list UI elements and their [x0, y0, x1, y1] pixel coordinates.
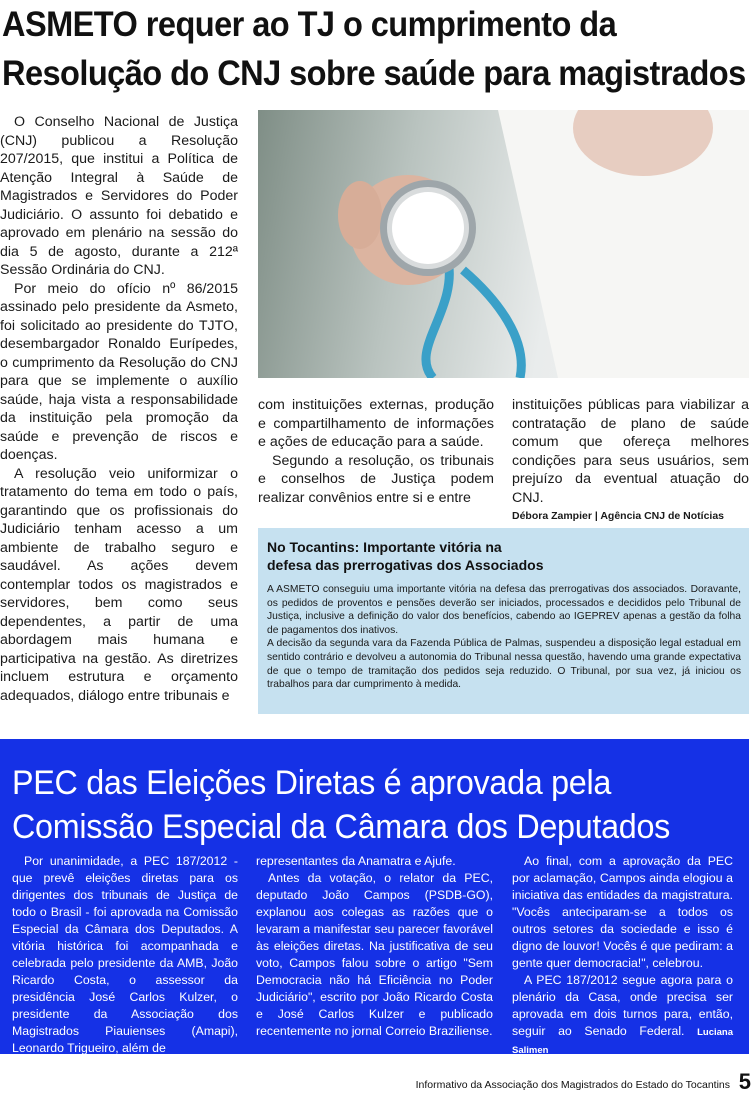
info-box-body [267, 583, 741, 692]
pec-paragraph: Antes da votação, o relator da PEC, deputado João Campos (PSDB-GO), explanou aos colegas as razões que o levaram a manifestar seu parecer favorável às eleições diretas. Na justificativa de seu voto, Campos falou sobre o artigo "Sem Democracia não há Eficiência no Poder Judiciário", escrito por João Ricardo Costa e José Carlos Kulzer e publicado recentemente no jornal Correio Braziliense. [256, 871, 493, 1038]
article-right-column [512, 396, 749, 526]
tocantins-info-box [258, 528, 749, 714]
pec-paragraph: Por unanimidade, a PEC 187/2012 - que prevê eleições diretas para os dirigentes dos tribunais de Justiça de todo o Brasil - foi aprovada na Comissão Especial da Câmara dos Deputados. A vitória histórica foi acompanhada e celebrada pelo presidente da AMB, João Ricardo Costa, o assessor da presidência José Carlos Kulzer, o presidente da Associação dos Magistrados Piauienses (Amapi), Leonardo Trigueiro, além de [12, 854, 238, 1055]
footer-publication-name: Informativo da Associação dos Magistrados do Estado do Tocantins [415, 1079, 730, 1091]
article-paragraph: com instituições externas, produção e compartilhamento de informações e ações de educação para a saúde. [258, 397, 494, 450]
info-box-title-line-2: defesa das prerrogativas dos Associados [267, 557, 544, 573]
article-paragraph: O Conselho Nacional de Justiça (CNJ) publicou a Resolução 207/2015, que institui a Política de Atenção Integral à Saúde de Magistrados e Servidores do Poder Judiciário. O assunto foi debatido e aprovado em plenário na sessão do dia 5 de agosto, durante a 212ª Sessão Ordinária do CNJ. [0, 114, 238, 278]
pec-column-1 [12, 853, 238, 1057]
info-box-title [267, 538, 737, 574]
pec-paragraph: Ao final, com a aprovação da PEC por aclamação, Campos ainda elogiou a iniciativa das entidades da magistratura. "Vocês anteciparam-se a todos os outros setores da sociedade e isso é digno de louvor! Vocês é que pediram: a gente quer democracia!", celebrou. [512, 854, 733, 970]
pec-paragraph [512, 972, 733, 1059]
pec-byline: Luciana Salimen [512, 1027, 733, 1056]
article-byline: Débora Zampier | Agência CNJ de Notícias [512, 510, 725, 522]
pec-column-3 [512, 853, 733, 1059]
info-box-paragraph: A decisão da segunda vara da Fazenda Pública de Palmas, suspendeu a disposição legal estadual em sentido contrário e devolveu a autonomia do Tribunal nessa questão, havendo uma grande expectativa de que o tempo de tramitação dos pedidos seja reduzido. O Tribunal, por sua vez, já iniciou os trabalhos para dar cumprimento à medida. [267, 638, 741, 691]
headline-line-2: Resolução do CNJ sobre saúde para magistrados [2, 54, 746, 93]
pec-column-2 [256, 853, 493, 1040]
pec-headline-line-2: Comissão Especial da Câmara dos Deputados [12, 808, 670, 846]
article-middle-column [258, 396, 494, 507]
article-left-column [0, 113, 238, 705]
article-paragraph: instituições públicas para viabilizar a contratação de plano de saúde comum que ofereça melhores condições para seus usuários, sem prejuízo da eventual atuação do CNJ. [512, 397, 749, 506]
pec-paragraph: representantes da Anamatra e Ajufe. [256, 854, 456, 868]
article-paragraph: A resolução veio uniformizar o tratamento do tema em todo o país, garantindo que os profissionais do Judiciário tenham acesso a um ambiente de trabalho seguro e saudável. As ações devem contemplar todos os magistrados e servidores, bem como seus dependentes, a partir de uma abordagem mais humana e participativa na gestão. As diretrizes incluem estrutura e orçamento adequados, diálogo entre tribunais e [0, 465, 238, 704]
doctor-stethoscope-photo [258, 110, 749, 378]
pec-article-panel [0, 739, 749, 1054]
info-box-paragraph: A ASMETO conseguiu uma importante vitória na defesa das prerrogativas dos associados. Doravante, os pedidos de proventos e pensões deverão ser iniciados, processados e decididos pelo Tribunal de Justiça, inclusive a definição do valor dos benefícios, cabendo ao IGEPREV apenas a gestão da folha de pagamentos dos inativos. [267, 584, 741, 636]
pec-paragraph-text: A PEC 187/2012 segue agora para o plenário da Casa, onde precisa ser aprovada em dois turnos para, então, seguir ao Senado Federal. [512, 973, 733, 1038]
pec-headline [12, 761, 706, 849]
info-box-title-line-1: No Tocantins: Importante vitória na [267, 539, 502, 555]
headline-line-1: ASMETO requer ao TJ o cumprimento da [2, 5, 617, 44]
article-paragraph: Por meio do ofício nº 86/2015 assinado pelo presidente da Asmeto, foi solicitado ao presidente do TJTO, desembargador Ronaldo Eurípedes, o cumprimento da Resolução do CNJ para que se implemente o auxílio saúde, haja vista a responsabilidade da instituição pela promoção da saúde e prevenção de riscos e doenças. [0, 280, 238, 463]
photo-illustration [258, 110, 749, 378]
page-number: 5 [738, 1069, 751, 1094]
pec-headline-line-1: PEC das Eleições Diretas é aprovada pela [12, 764, 612, 802]
article-headline [2, 0, 746, 98]
article-paragraph: Segundo a resolução, os tribunais e conselhos de Justiça podem realizar convênios entre si e entre [258, 452, 494, 506]
